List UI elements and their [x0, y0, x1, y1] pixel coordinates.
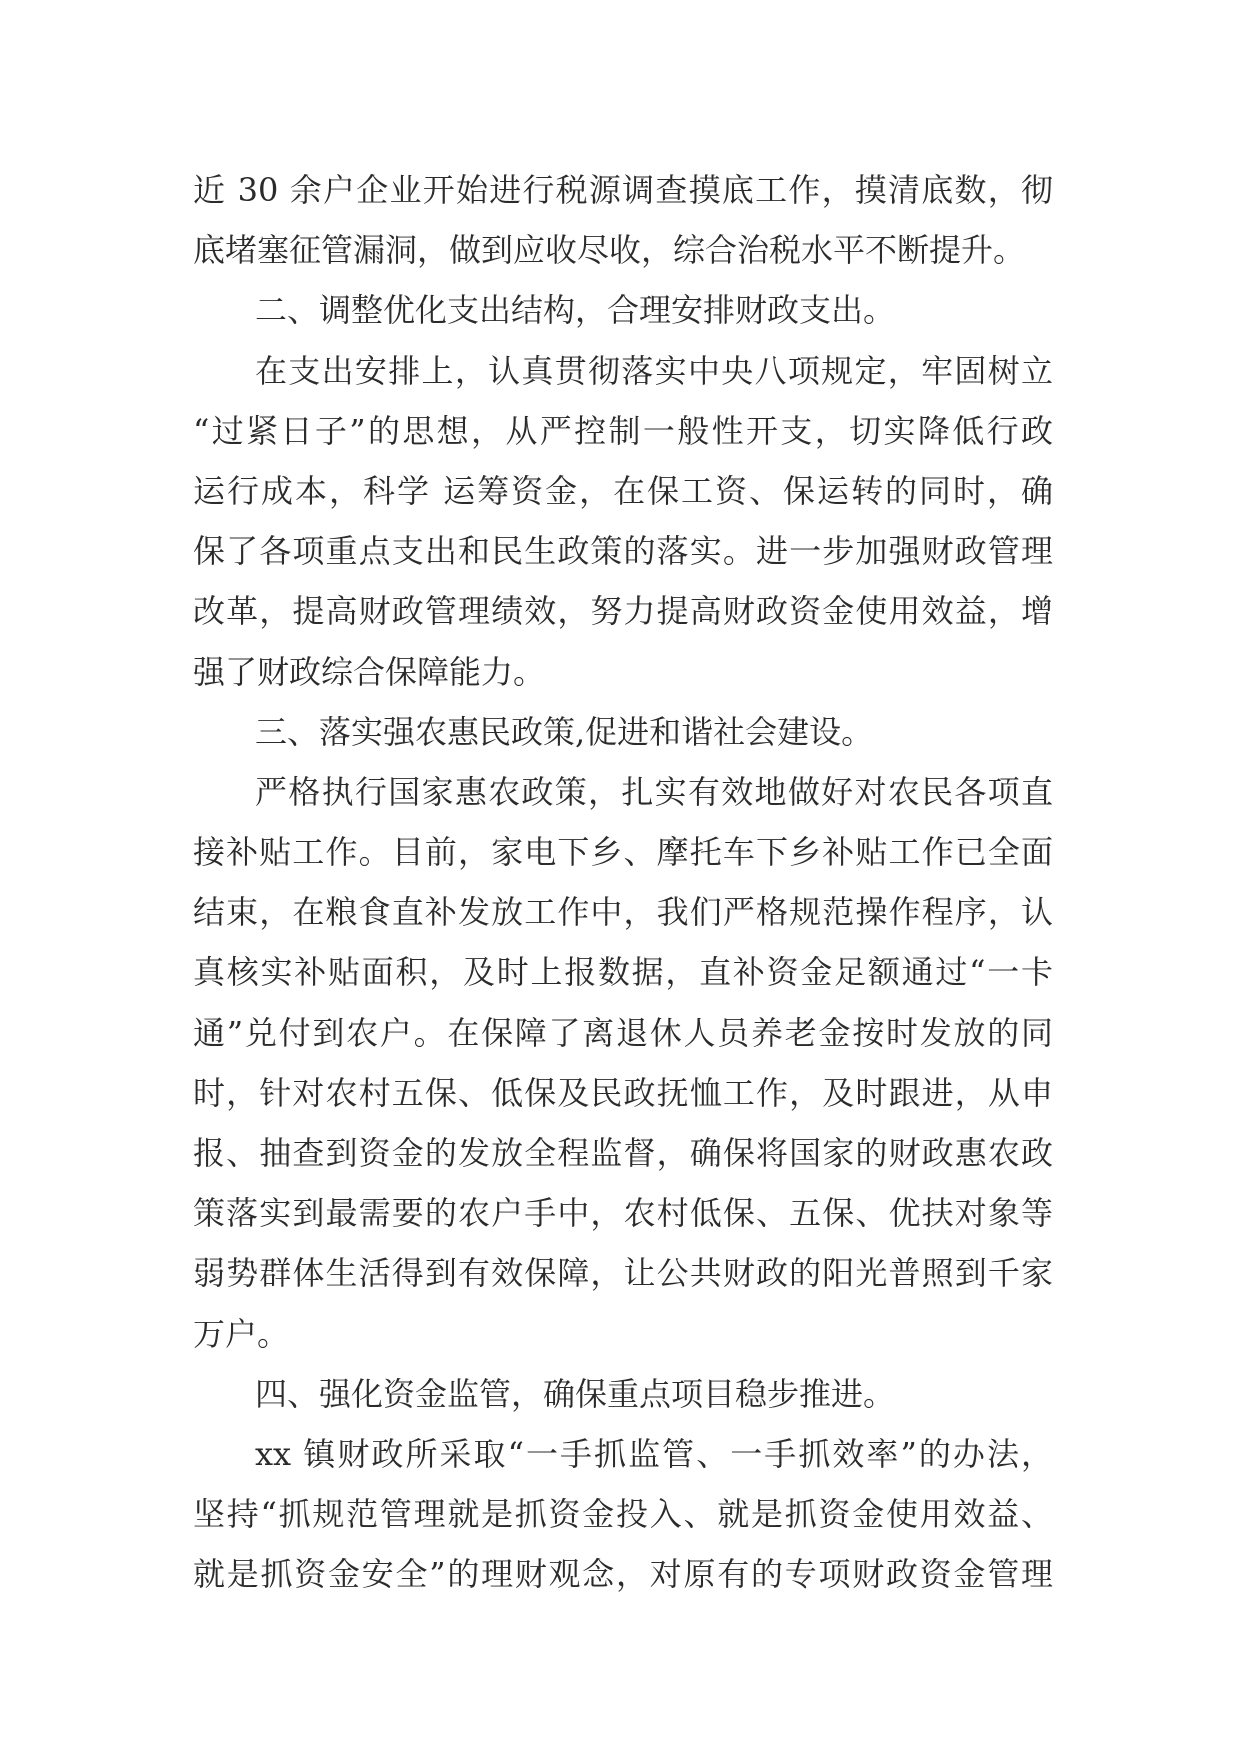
section-heading: 三、落实强农惠民政策,促进和谐社会建设。 — [255, 712, 874, 751]
document-body — [193, 160, 1053, 1605]
text-line: 强了财政综合保障能力。 — [193, 652, 546, 691]
text-line: 近 30 余户企业开始进行税源调查摸底工作，摸清底数，彻 — [193, 171, 1053, 209]
text-line: 时，针对农村五保、低保及民政抚恤工作，及时跟进，从申 — [193, 1073, 1053, 1112]
text-line: 结束，在粮食直补发放工作中，我们严格规范操作程序，认 — [193, 893, 1053, 932]
text-line: 万户。 — [193, 1314, 290, 1353]
text-line: 真核实补贴面积，及时上报数据，直补资金足额通过“一卡 — [193, 953, 1053, 992]
text-line: “过紧日子”的思想，从严控制一般性开支，切实降低行政 — [193, 411, 1053, 450]
text-line: 改革，提高财政管理绩效，努力提高财政资金使用效益，增 — [193, 592, 1053, 631]
text-line: 接补贴工作。目前，家电下乡、摩托车下乡补贴工作已全面 — [193, 833, 1053, 872]
text-line: 底堵塞征管漏洞，做到应收尽收，综合治税水平不断提升。 — [193, 231, 1026, 270]
text-line: 坚持“抓规范管理就是抓资金投入、就是抓资金使用效益、 — [193, 1495, 1053, 1534]
text-line: xx 镇财政所采取“一手抓监管、一手抓效率”的办法， — [255, 1434, 1053, 1473]
text-line: 保了各项重点支出和民生政策的落实。进一步加强财政管理 — [193, 532, 1053, 571]
text-line: 就是抓资金安全”的理财观念，对原有的专项财政资金管理 — [193, 1555, 1053, 1594]
text-line: 弱势群体生活得到有效保障，让公共财政的阳光普照到千家 — [193, 1254, 1053, 1293]
text-line: 在支出安排上，认真贯彻落实中央八项规定，牢固树立 — [255, 351, 1053, 390]
section-heading: 四、强化资金监管，确保重点项目稳步推进。 — [255, 1374, 896, 1413]
text-line: 策落实到最需要的农户手中，农村低保、五保、优扶对象等 — [193, 1194, 1053, 1233]
text-line: 通”兑付到农户。在保障了离退休人员养老金按时发放的同 — [193, 1013, 1053, 1052]
text-line: 严格执行国家惠农政策，扎实有效地做好对农民各项直 — [255, 772, 1053, 811]
text-line: 报、抽查到资金的发放全程监督，确保将国家的财政惠农政 — [193, 1134, 1053, 1172]
section-heading: 二、调整优化支出结构，合理安排财政支出。 — [255, 291, 896, 330]
text-line: 运行成本，科学 运筹资金，在保工资、保运转的同时，确 — [193, 471, 1053, 510]
